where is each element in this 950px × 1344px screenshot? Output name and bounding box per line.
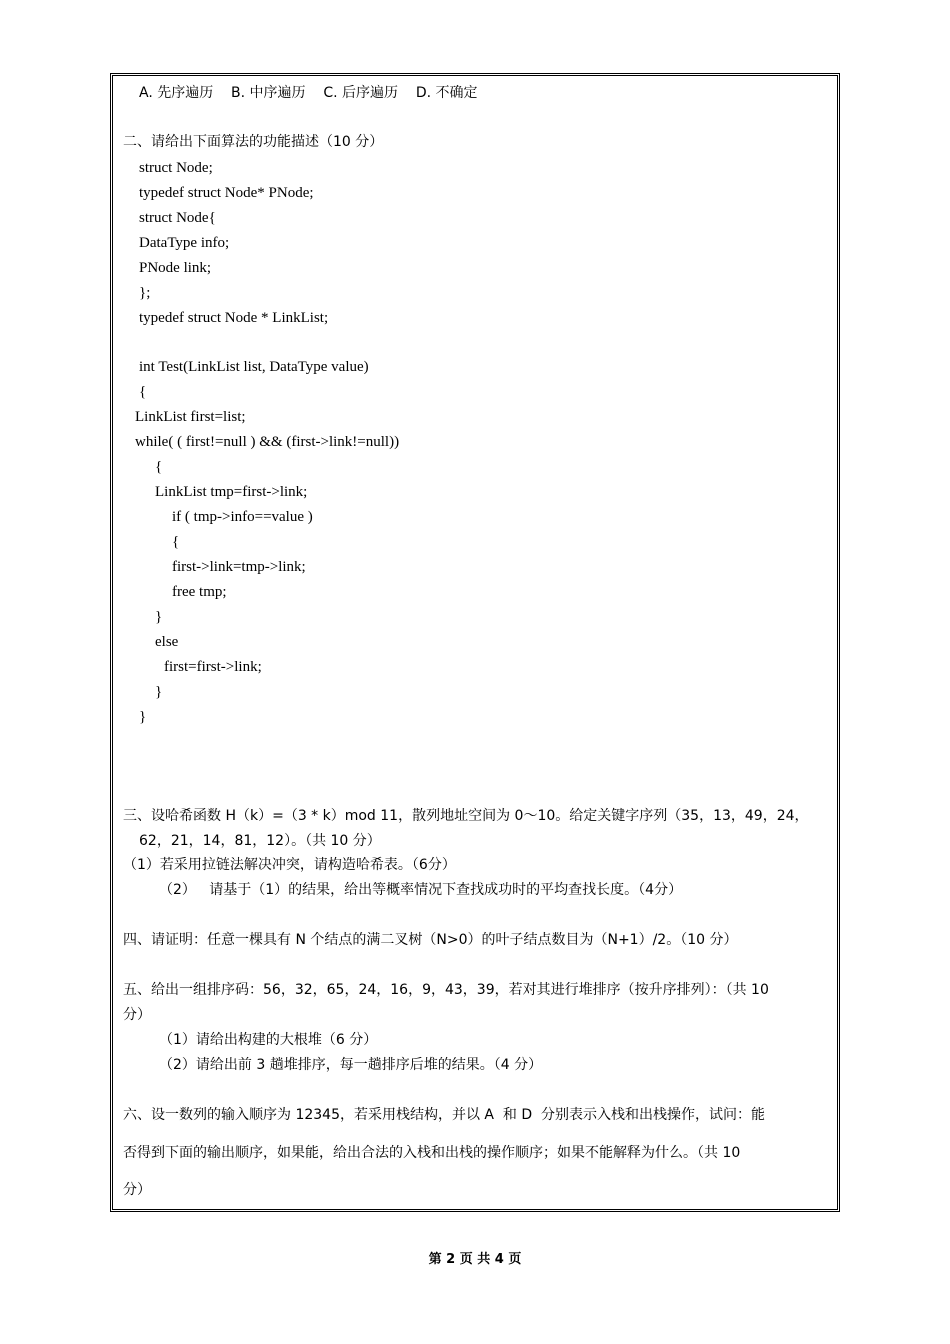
q2-title: 二、请给出下面算法的功能描述（10 分） [123,134,384,150]
exam-frame [110,73,840,1212]
q5-line2: 分） [123,1007,151,1023]
page-number-footer: 第 2 页 共 4 页 [428,1252,522,1267]
q5-sub2: （2）请给出前 3 趟堆排序，每一趟排序后堆的结果。（4 分） [159,1057,543,1073]
code-line: free tmp; [172,584,227,600]
code-line: struct Node{ [139,210,216,226]
q4-text: 四、请证明：任意一棵具有 N 个结点的满二叉树（N>0）的叶子结点数目为（N+1）/2。（10 分） [123,932,738,948]
code-line: first=first->link; [164,659,262,675]
q3-line1: 三、设哈希函数 H（k）=（3 * k）mod 11，散列地址空间为 0～10。给定关键字序列（35，13，49，24， [123,808,809,824]
code-line: } [155,609,163,625]
code-line: } [155,684,163,700]
code-line: { [172,534,180,550]
q3-line2: 62，21，14，81，12）。（共 10 分） [139,833,381,849]
q3-sub2: （2） 请基于（1）的结果，给出等概率情况下查找成功时的平均查找长度。（4分） [159,882,683,898]
q6-line1: 六、设一数列的输入顺序为 12345，若采用栈结构，并以 A 和 D 分别表示入栈和出栈操作，试问：能 [123,1107,766,1123]
code-line: }; [139,285,151,301]
code-line: int Test(LinkList list, DataType value) [139,359,369,375]
code-line: struct Node; [139,160,213,176]
code-line: if ( tmp->info==value ) [172,509,313,525]
code-line: else [155,634,179,650]
code-line: DataType info; [139,235,230,251]
q5-sub1: （1）请给出构建的大根堆（6 分） [159,1032,378,1048]
code-line: { [139,384,147,400]
q6-line2: 否得到下面的输出顺序，如果能，给出合法的入栈和出栈的操作顺序；如果不能解释为什么。（共 10 [123,1145,741,1161]
q6-line3: 分） [123,1182,151,1198]
code-line: while( ( first!=null ) && (first->link!=null)) [135,434,400,450]
code-line: LinkList tmp=first->link; [155,484,308,500]
code-line: LinkList first=list; [135,409,246,425]
q1-options: A. 先序遍历 B. 中序遍历 C. 后序遍历 D. 不确定 [139,85,478,101]
code-line: typedef struct Node* PNode; [139,185,314,201]
q5-line1: 五、给出一组排序码：56，32，65，24，16，9，43，39，若对其进行堆排序（按升序排列）：（共 10 [123,982,769,998]
code-line: typedef struct Node * LinkList; [139,310,329,326]
q3-sub1: （1）若采用拉链法解决冲突，请构造哈希表。（6分） [123,857,456,873]
code-line: { [155,459,163,475]
code-line: first->link=tmp->link; [172,559,306,575]
code-line: } [139,709,147,725]
code-line: PNode link; [139,260,212,276]
